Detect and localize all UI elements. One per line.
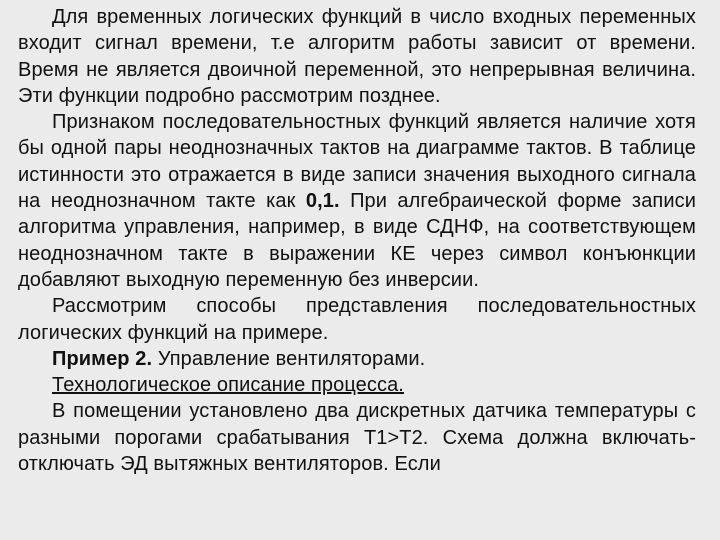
paragraph-sensors: В помещении установлено два дискретных датчика температуры с разными порогами срабатывания Т1>Т2. Схема должна включать-отключать ЭД вытяжных вентиляторов. Если — [18, 400, 696, 476]
paragraph-text: При алгебраической форме записи алгоритма управления, например, в виде СДНФ, на соответствующем неоднозначном такте в выражении КЕ через символ конъюнкции добавляют выходную переменную без инверсии. — [18, 190, 696, 291]
bold-value: 0,1. — [305, 190, 340, 213]
example-label: Пример 2. — [52, 347, 153, 370]
paragraph-representation: Рассмотрим способы представления последовательностных логических функций на примере. — [18, 295, 696, 344]
example-title: Управление вентиляторами. — [152, 347, 426, 370]
paragraph-sequential-functions — [18, 109, 696, 293]
underlined-heading: Технологическое описание процесса. — [52, 374, 404, 397]
paragraph-text: Признаком последовательностных функций является наличие хотя бы одной пары неоднозначных тактов на диаграмме тактов. В таблице истинности это отражается в виде записи значения выходного сигнала на неоднозначном такте как — [18, 111, 696, 213]
example-heading — [18, 346, 696, 372]
process-description-heading — [18, 372, 696, 398]
paragraph-temporal-functions: Для временных логических функций в число входных переменных входит сигнал времени, т.е алгоритм работы зависит от времени. Время не является двоичной переменной, это непрерывная величина. Эти функции подробно рассмотрим позднее. — [18, 6, 696, 107]
